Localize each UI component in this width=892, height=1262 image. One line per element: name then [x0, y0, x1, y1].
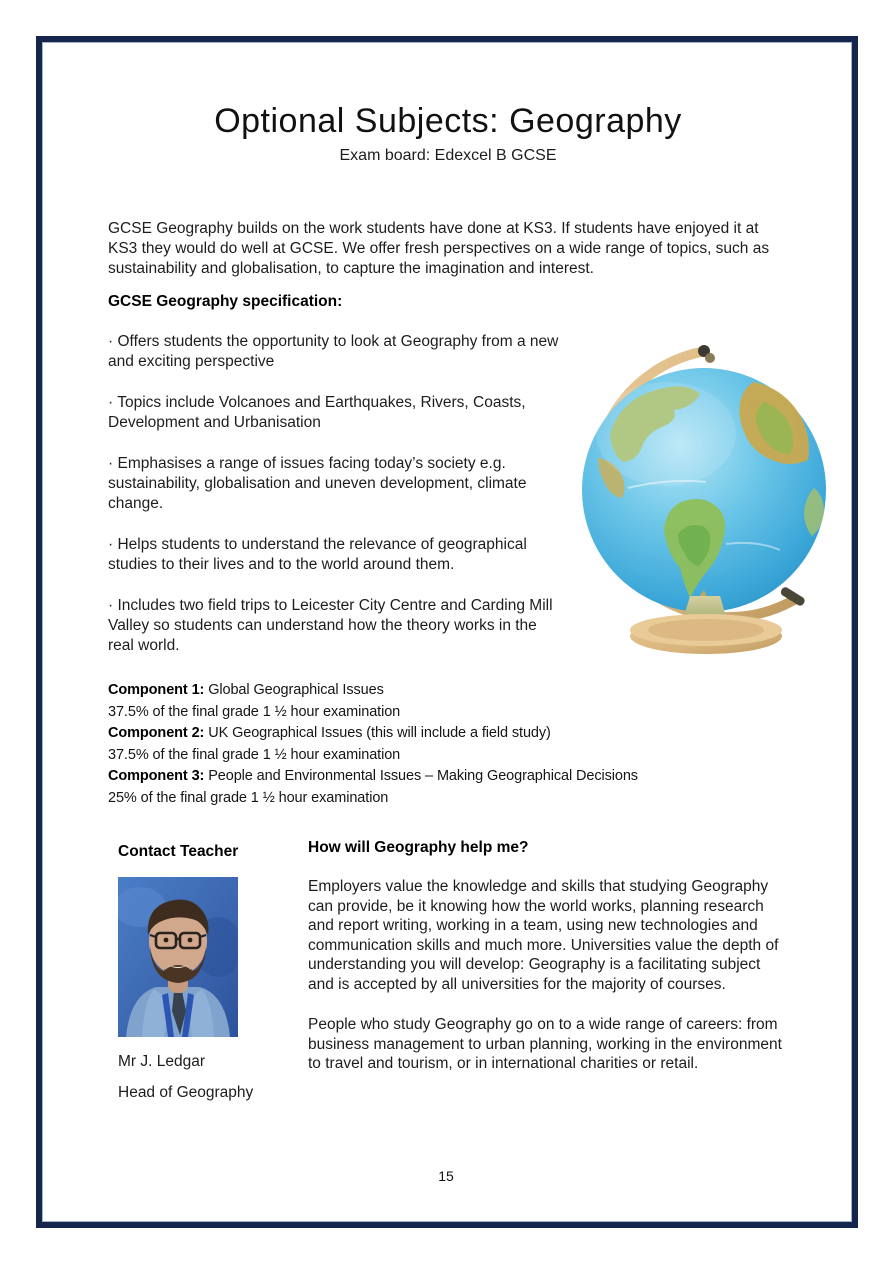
- specification-section: [108, 332, 788, 656]
- specification-bullet: [108, 535, 563, 575]
- component-detail: 25% of the final grade 1 ½ hour examination: [108, 789, 389, 806]
- bullet-dot: ·: [108, 333, 114, 350]
- help-paragraph: Employers value the knowledge and skills that studying Geography can provide, be it knowing how the world works, planning research and report writing, working in a team, using new technologies and communication skills and much more. Universities value the depth of understanding you will develop: Geography is a facilitating subject and is accepted by all universities for the majority of courses.: [308, 878, 779, 993]
- teacher-photo: [118, 877, 238, 1037]
- component-title: UK Geographical Issues (this will include a field study): [208, 725, 551, 741]
- help-column: [308, 839, 788, 1102]
- contact-teacher-column: [118, 839, 308, 1102]
- specification-bullet: [108, 332, 563, 372]
- intro-paragraph: GCSE Geography builds on the work students have done at KS3. If students have enjoyed it at KS3 they would do well at GCSE. We offer fresh perspectives on a wide range of topics, such as sustainability and globalisation, to capture the imagination and interest.: [108, 220, 770, 277]
- bullet-text: Topics include Volcanoes and Earthquakes, Rivers, Coasts, Development and Urbanisation: [108, 394, 526, 431]
- help-heading: How will Geography help me?: [308, 839, 529, 856]
- specification-heading: GCSE Geography specification:: [108, 293, 343, 310]
- page-number: 15: [438, 1168, 454, 1184]
- bullet-text: Includes two field trips to Leicester City Centre and Carding Mill Valley so students can understand how the theory works in the real world.: [108, 597, 553, 654]
- bullet-text: Offers students the opportunity to look at Geography from a new and exciting perspective: [108, 333, 559, 370]
- component-label: Component 1:: [108, 682, 205, 698]
- component-line: [108, 680, 788, 702]
- bottom-columns: [108, 839, 788, 1102]
- component-detail: 37.5% of the final grade 1 ½ hour examination: [108, 703, 401, 720]
- bullet-dot: ·: [108, 455, 114, 472]
- specification-bullet: [108, 393, 563, 433]
- bullet-text: Emphasises a range of issues facing today’s society e.g. sustainability, globalisation and uneven development, climate change.: [108, 455, 527, 512]
- bullet-text: Helps students to understand the relevance of geographical studies to their lives and to the world around them.: [108, 536, 527, 573]
- component-label: Component 3:: [108, 768, 205, 784]
- specification-bullet: [108, 596, 563, 656]
- components-section: [108, 680, 788, 809]
- component-label: Component 2:: [108, 725, 205, 741]
- specification-bullet: [108, 454, 563, 514]
- bullet-dot: ·: [108, 394, 114, 411]
- exam-board-subtitle: Exam board: Edexcel B GCSE: [339, 147, 557, 164]
- page-content: [108, 0, 788, 1102]
- teacher-portrait-illustration: [118, 877, 238, 1037]
- specification-bullet-list: [108, 332, 563, 656]
- teacher-name: Mr J. Ledgar: [118, 1053, 206, 1070]
- teacher-role: Head of Geography: [118, 1084, 254, 1101]
- globe-illustration: [558, 338, 832, 664]
- contact-teacher-heading: Contact Teacher: [118, 843, 239, 860]
- bullet-dot: ·: [108, 536, 114, 553]
- component-title: Global Geographical Issues: [208, 682, 384, 698]
- component-title: People and Environmental Issues – Making Geographical Decisions: [208, 768, 638, 784]
- page-title: Optional Subjects: Geography: [214, 102, 682, 140]
- bullet-dot: ·: [108, 597, 114, 614]
- component-line: [108, 723, 788, 745]
- help-paragraph: People who study Geography go on to a wide range of careers: from business management to urban planning, working in the environment to travel and tourism, or in international charities or retail.: [308, 1016, 782, 1072]
- component-line: [108, 766, 788, 788]
- component-detail: 37.5% of the final grade 1 ½ hour examination: [108, 746, 401, 763]
- globe-image: [558, 338, 832, 664]
